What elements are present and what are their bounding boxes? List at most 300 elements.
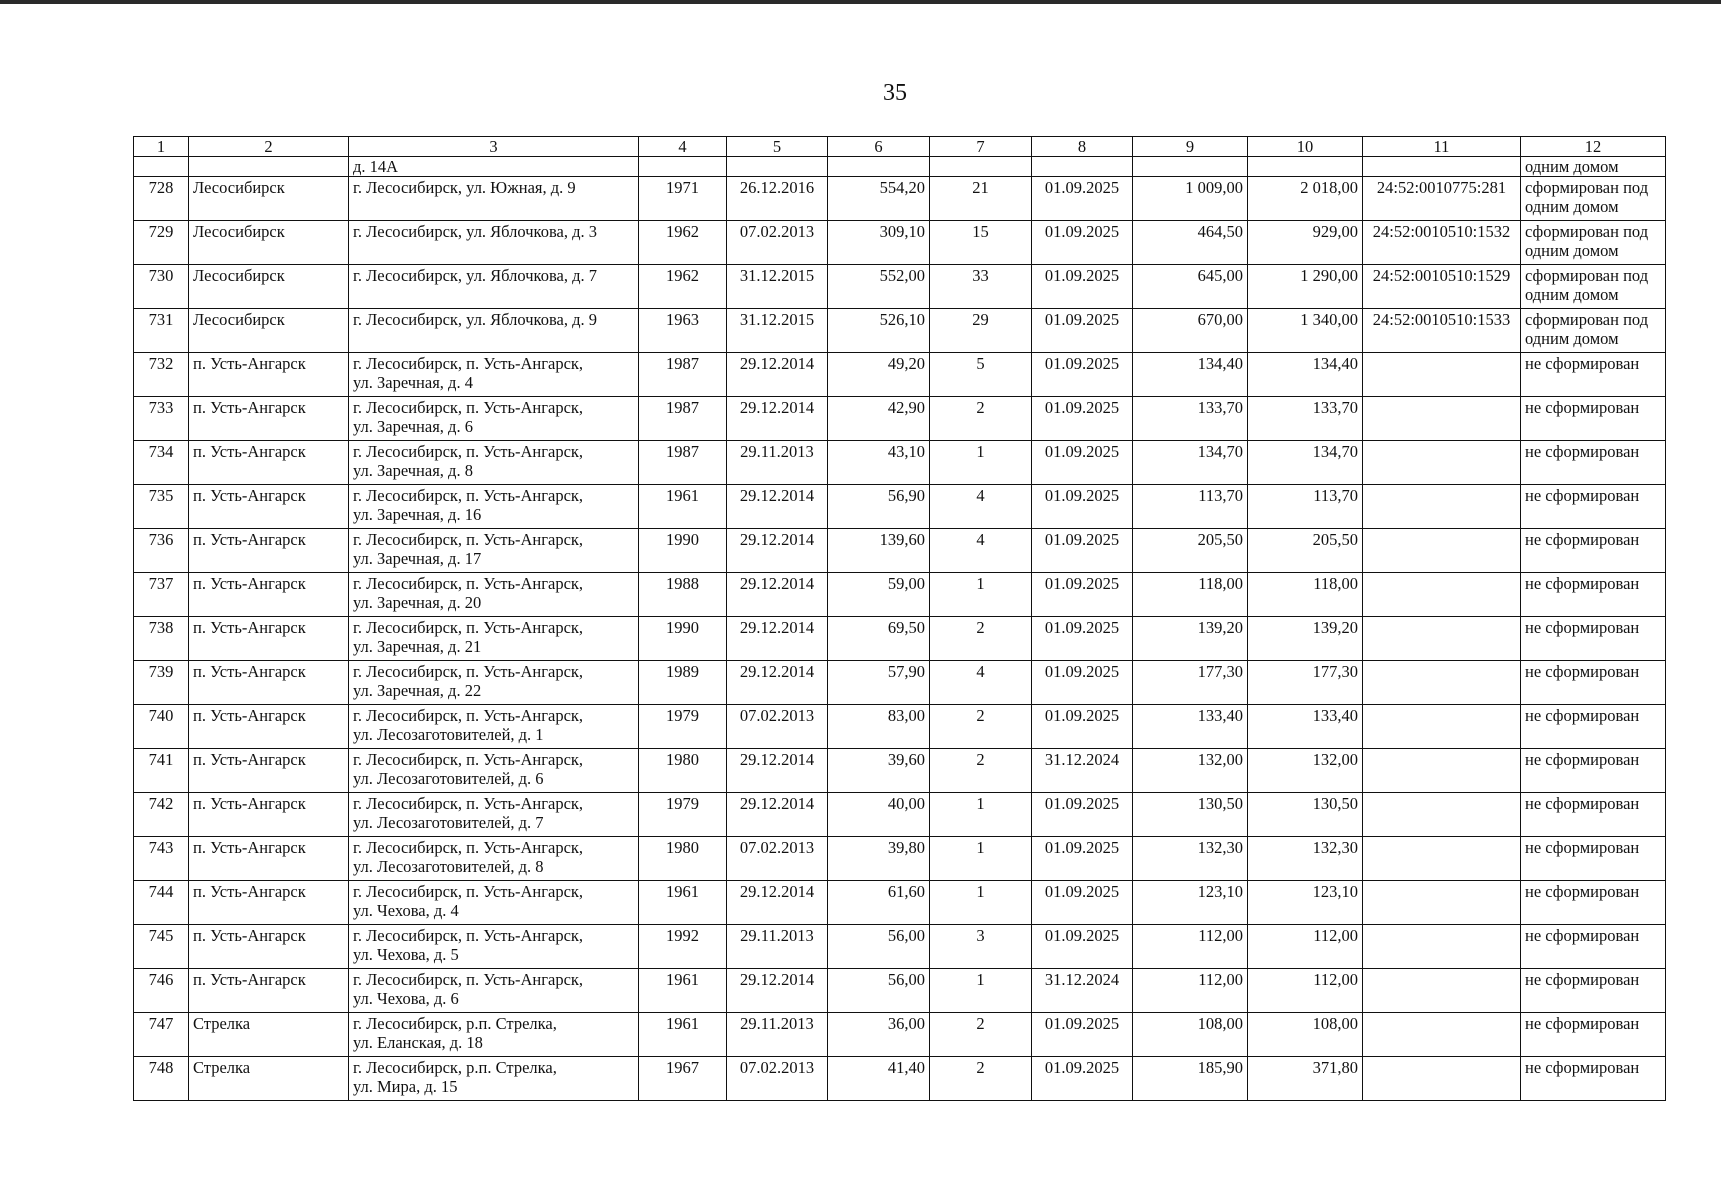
address-cell (349, 705, 639, 749)
scan-edge (0, 0, 1721, 4)
year-built-cell: 1988 (639, 573, 727, 617)
residents-cell: 33 (930, 265, 1032, 309)
settlement-cell: п. Усть-Ангарск (189, 705, 349, 749)
land-status-cell (1521, 529, 1666, 573)
deadline-cell: 01.09.2025 (1032, 661, 1133, 705)
address-cell (349, 397, 639, 441)
column-header: 3 (349, 137, 639, 157)
year-built-cell: 1961 (639, 969, 727, 1013)
year-built-cell: 1989 (639, 661, 727, 705)
deadline-cell: 01.09.2025 (1032, 793, 1133, 837)
area-cell: 69,50 (828, 617, 930, 661)
land-status-cell-line: сформирован под (1525, 266, 1649, 285)
row-number-cell: 728 (134, 177, 189, 221)
deadline-cell: 01.09.2025 (1032, 1057, 1133, 1101)
address-cell-line: ул. Чехова, д. 6 (353, 989, 459, 1008)
address-cell (349, 441, 639, 485)
address-cell-line: г. Лесосибирск, п. Усть-Ангарск, (353, 354, 584, 373)
address-cell-line: ул. Лесозаготовителей, д. 1 (353, 725, 544, 744)
address-cell-line: г. Лесосибирск, ул. Яблочкова, д. 7 (353, 266, 597, 285)
settlement-cell: Стрелка (189, 1057, 349, 1101)
column-9-cell: 670,00 (1133, 309, 1248, 353)
address-cell: д. 14А (349, 157, 639, 177)
land-status-cell (1521, 265, 1666, 309)
column-header: 1 (134, 137, 189, 157)
deadline-cell: 01.09.2025 (1032, 265, 1133, 309)
date-cell: 29.12.2014 (727, 749, 828, 793)
year-built-cell: 1961 (639, 485, 727, 529)
column-10-cell: 929,00 (1248, 221, 1363, 265)
area-cell: 43,10 (828, 441, 930, 485)
settlement-cell: Лесосибирск (189, 309, 349, 353)
address-cell-line: ул. Мира, д. 15 (353, 1077, 458, 1096)
column-10-cell: 1 290,00 (1248, 265, 1363, 309)
land-status-cell-line: не сформирован (1525, 486, 1640, 505)
area-cell: 40,00 (828, 793, 930, 837)
year-built-cell: 1990 (639, 617, 727, 661)
row-number-cell: 731 (134, 309, 189, 353)
land-status-cell (1521, 837, 1666, 881)
land-status-cell-line: не сформирован (1525, 706, 1640, 725)
address-cell-line: г. Лесосибирск, р.п. Стрелка, (353, 1058, 557, 1077)
land-status-cell (1521, 1013, 1666, 1057)
column-9-cell: 185,90 (1133, 1057, 1248, 1101)
cadastral-number-cell (1363, 837, 1521, 881)
column-9-cell: 118,00 (1133, 573, 1248, 617)
settlement-cell: п. Усть-Ангарск (189, 353, 349, 397)
address-cell-line: ул. Заречная, д. 22 (353, 681, 482, 700)
column-10-cell: 118,00 (1248, 573, 1363, 617)
address-cell-line: г. Лесосибирск, п. Усть-Ангарск, (353, 750, 584, 769)
address-cell-line: г. Лесосибирск, п. Усть-Ангарск, (353, 486, 584, 505)
address-cell (349, 1013, 639, 1057)
table-row (134, 837, 1666, 881)
row-number-cell: 743 (134, 837, 189, 881)
address-cell-line: ул. Еланская, д. 18 (353, 1033, 483, 1052)
cadastral-number-cell (1363, 1013, 1521, 1057)
date-cell: 31.12.2015 (727, 309, 828, 353)
row-number-cell: 745 (134, 925, 189, 969)
address-cell (349, 309, 639, 353)
cadastral-number-cell (1363, 441, 1521, 485)
cadastral-number-cell (1363, 397, 1521, 441)
residents-cell: 2 (930, 705, 1032, 749)
area-cell: 57,90 (828, 661, 930, 705)
row-number-cell: 746 (134, 969, 189, 1013)
row-number-cell: 738 (134, 617, 189, 661)
land-status-cell-line: не сформирован (1525, 838, 1640, 857)
land-status-cell-line: не сформирован (1525, 1058, 1640, 1077)
address-cell-line: г. Лесосибирск, п. Усть-Ангарск, (353, 398, 584, 417)
address-cell-line: ул. Заречная, д. 8 (353, 461, 473, 480)
date-cell: 29.11.2013 (727, 1013, 828, 1057)
land-status-cell-line: одним домом (1525, 285, 1619, 304)
residents-cell: 2 (930, 749, 1032, 793)
year-built-cell: 1963 (639, 309, 727, 353)
cadastral-number-cell (1363, 925, 1521, 969)
deadline-cell: 31.12.2024 (1032, 969, 1133, 1013)
column-header: 9 (1133, 137, 1248, 157)
address-cell-line: г. Лесосибирск, п. Усть-Ангарск, (353, 530, 584, 549)
column-10-cell: 132,30 (1248, 837, 1363, 881)
column-9-cell: 113,70 (1133, 485, 1248, 529)
land-status-cell-line: не сформирован (1525, 750, 1640, 769)
settlement-cell: п. Усть-Ангарск (189, 837, 349, 881)
status-cell: одним домом (1521, 157, 1666, 177)
settlement-cell: п. Усть-Ангарск (189, 573, 349, 617)
land-status-cell (1521, 881, 1666, 925)
row-number-cell: 730 (134, 265, 189, 309)
column-9-cell: 645,00 (1133, 265, 1248, 309)
address-cell-line: г. Лесосибирск, п. Усть-Ангарск, (353, 574, 584, 593)
cadastral-number-cell: 24:52:0010510:1529 (1363, 265, 1521, 309)
column-9-cell: 123,10 (1133, 881, 1248, 925)
table-row (134, 793, 1666, 837)
address-cell (349, 925, 639, 969)
land-status-cell-line: сформирован под (1525, 222, 1649, 241)
column-10-cell: 132,00 (1248, 749, 1363, 793)
area-cell: 139,60 (828, 529, 930, 573)
address-cell (349, 881, 639, 925)
address-cell-line: г. Лесосибирск, ул. Яблочкова, д. 9 (353, 310, 597, 329)
cadastral-number-cell (1363, 617, 1521, 661)
residents-cell: 4 (930, 485, 1032, 529)
deadline-cell: 01.09.2025 (1032, 1013, 1133, 1057)
year-built-cell: 1961 (639, 881, 727, 925)
column-10-cell: 134,70 (1248, 441, 1363, 485)
table-row (134, 397, 1666, 441)
residents-cell: 5 (930, 353, 1032, 397)
column-10-cell: 205,50 (1248, 529, 1363, 573)
land-status-cell-line: не сформирован (1525, 574, 1640, 593)
address-cell-line: ул. Лесозаготовителей, д. 6 (353, 769, 544, 788)
year-built-cell: 1987 (639, 353, 727, 397)
area-cell: 56,90 (828, 485, 930, 529)
column-9-cell: 133,70 (1133, 397, 1248, 441)
date-cell: 07.02.2013 (727, 837, 828, 881)
address-cell-line: ул. Чехова, д. 5 (353, 945, 459, 964)
date-cell: 29.12.2014 (727, 881, 828, 925)
row-number-cell: 748 (134, 1057, 189, 1101)
column-9-cell: 134,40 (1133, 353, 1248, 397)
cadastral-number-cell (1363, 573, 1521, 617)
address-cell (349, 529, 639, 573)
table-row (134, 617, 1666, 661)
land-status-cell-line: не сформирован (1525, 398, 1640, 417)
column-header: 6 (828, 137, 930, 157)
deadline-cell: 01.09.2025 (1032, 617, 1133, 661)
address-cell-line: г. Лесосибирск, п. Усть-Ангарск, (353, 618, 584, 637)
residents-cell: 1 (930, 881, 1032, 925)
address-cell-line: ул. Заречная, д. 21 (353, 637, 482, 656)
residents-cell: 1 (930, 573, 1032, 617)
settlement-cell: Лесосибирск (189, 221, 349, 265)
cadastral-number-cell (1363, 661, 1521, 705)
row-number-cell: 729 (134, 221, 189, 265)
address-cell (349, 221, 639, 265)
settlement-cell: п. Усть-Ангарск (189, 441, 349, 485)
area-cell: 526,10 (828, 309, 930, 353)
date-cell: 31.12.2015 (727, 265, 828, 309)
row-number-cell: 733 (134, 397, 189, 441)
residents-cell: 2 (930, 1057, 1032, 1101)
address-cell-line: ул. Заречная, д. 16 (353, 505, 482, 524)
address-cell (349, 749, 639, 793)
column-10-cell: 130,50 (1248, 793, 1363, 837)
land-status-cell-line: одним домом (1525, 329, 1619, 348)
land-status-cell (1521, 353, 1666, 397)
column-10-cell: 1 340,00 (1248, 309, 1363, 353)
address-cell-line: ул. Заречная, д. 6 (353, 417, 473, 436)
table-row (134, 485, 1666, 529)
settlement-cell: п. Усть-Ангарск (189, 661, 349, 705)
residents-cell: 1 (930, 793, 1032, 837)
area-cell: 552,00 (828, 265, 930, 309)
column-header: 2 (189, 137, 349, 157)
column-9-cell: 464,50 (1133, 221, 1248, 265)
column-9-cell: 132,30 (1133, 837, 1248, 881)
year-built-cell: 1979 (639, 705, 727, 749)
column-9-cell: 205,50 (1133, 529, 1248, 573)
address-cell (349, 573, 639, 617)
residents-cell: 15 (930, 221, 1032, 265)
column-9-cell: 139,20 (1133, 617, 1248, 661)
address-cell-line: г. Лесосибирск, п. Усть-Ангарск, (353, 970, 584, 989)
table-row (134, 1013, 1666, 1057)
address-cell-line: ул. Чехова, д. 4 (353, 901, 459, 920)
deadline-cell: 01.09.2025 (1032, 441, 1133, 485)
address-cell (349, 1057, 639, 1101)
row-number-cell: 736 (134, 529, 189, 573)
column-10-cell: 112,00 (1248, 969, 1363, 1013)
land-status-cell (1521, 177, 1666, 221)
table-row (134, 705, 1666, 749)
address-cell (349, 661, 639, 705)
year-built-cell: 1971 (639, 177, 727, 221)
column-10-cell: 108,00 (1248, 1013, 1363, 1057)
date-cell: 29.12.2014 (727, 573, 828, 617)
column-9-cell: 1 009,00 (1133, 177, 1248, 221)
land-status-cell (1521, 397, 1666, 441)
residents-cell: 29 (930, 309, 1032, 353)
address-cell (349, 485, 639, 529)
address-cell (349, 837, 639, 881)
row-number-cell: 744 (134, 881, 189, 925)
year-built-cell: 1962 (639, 265, 727, 309)
land-status-cell (1521, 441, 1666, 485)
column-9-cell: 132,00 (1133, 749, 1248, 793)
date-cell: 29.12.2014 (727, 793, 828, 837)
column-header: 10 (1248, 137, 1363, 157)
cadastral-number-cell (1363, 353, 1521, 397)
land-status-cell-line: сформирован под (1525, 178, 1649, 197)
settlement-cell: п. Усть-Ангарск (189, 749, 349, 793)
row-number-cell: 742 (134, 793, 189, 837)
address-cell (349, 617, 639, 661)
land-status-cell (1521, 925, 1666, 969)
column-10-cell: 133,40 (1248, 705, 1363, 749)
address-cell-line: ул. Заречная, д. 17 (353, 549, 482, 568)
residents-cell: 1 (930, 969, 1032, 1013)
year-built-cell: 1979 (639, 793, 727, 837)
table-row (134, 265, 1666, 309)
year-built-cell: 1992 (639, 925, 727, 969)
address-cell-line: ул. Заречная, д. 20 (353, 593, 482, 612)
column-header: 12 (1521, 137, 1666, 157)
column-10-cell: 371,80 (1248, 1057, 1363, 1101)
column-header: 8 (1032, 137, 1133, 157)
settlement-cell: Лесосибирск (189, 177, 349, 221)
cadastral-number-cell: 24:52:0010775:281 (1363, 177, 1521, 221)
address-cell-line: г. Лесосибирск, р.п. Стрелка, (353, 1014, 557, 1033)
area-cell: 61,60 (828, 881, 930, 925)
column-10-cell: 177,30 (1248, 661, 1363, 705)
address-cell-line: г. Лесосибирск, ул. Яблочкова, д. 3 (353, 222, 597, 241)
address-cell (349, 793, 639, 837)
deadline-cell: 01.09.2025 (1032, 309, 1133, 353)
area-cell: 83,00 (828, 705, 930, 749)
cadastral-number-cell (1363, 485, 1521, 529)
date-cell: 29.12.2014 (727, 617, 828, 661)
column-9-cell: 112,00 (1133, 969, 1248, 1013)
row-number-cell: 739 (134, 661, 189, 705)
continuation-row (134, 157, 1666, 177)
address-cell (349, 177, 639, 221)
area-cell: 56,00 (828, 925, 930, 969)
cadastral-number-cell (1363, 705, 1521, 749)
residents-cell: 2 (930, 1013, 1032, 1057)
residents-cell: 1 (930, 441, 1032, 485)
date-cell: 29.11.2013 (727, 925, 828, 969)
date-cell: 07.02.2013 (727, 221, 828, 265)
land-status-cell-line: не сформирован (1525, 970, 1640, 989)
column-10-cell: 134,40 (1248, 353, 1363, 397)
address-cell-line: ул. Заречная, д. 4 (353, 373, 473, 392)
column-header: 11 (1363, 137, 1521, 157)
land-status-cell (1521, 705, 1666, 749)
address-cell-line: ул. Лесозаготовителей, д. 7 (353, 813, 544, 832)
settlement-cell: п. Усть-Ангарск (189, 881, 349, 925)
year-built-cell: 1990 (639, 529, 727, 573)
deadline-cell: 01.09.2025 (1032, 705, 1133, 749)
address-cell (349, 353, 639, 397)
cadastral-number-cell: 24:52:0010510:1533 (1363, 309, 1521, 353)
row-number-cell: 741 (134, 749, 189, 793)
cadastral-number-cell (1363, 529, 1521, 573)
column-9-cell: 112,00 (1133, 925, 1248, 969)
area-cell: 554,20 (828, 177, 930, 221)
column-9-cell: 130,50 (1133, 793, 1248, 837)
year-built-cell: 1962 (639, 221, 727, 265)
address-cell-line: г. Лесосибирск, п. Усть-Ангарск, (353, 442, 584, 461)
address-cell-line: г. Лесосибирск, п. Усть-Ангарск, (353, 794, 584, 813)
column-10-cell: 2 018,00 (1248, 177, 1363, 221)
date-cell: 29.12.2014 (727, 397, 828, 441)
date-cell: 29.12.2014 (727, 353, 828, 397)
row-number-cell: 737 (134, 573, 189, 617)
row-number-cell: 740 (134, 705, 189, 749)
year-built-cell: 1980 (639, 749, 727, 793)
residents-cell: 2 (930, 397, 1032, 441)
row-number-cell: 735 (134, 485, 189, 529)
deadline-cell: 01.09.2025 (1032, 881, 1133, 925)
date-cell: 07.02.2013 (727, 1057, 828, 1101)
table-row (134, 661, 1666, 705)
land-status-cell-line: одним домом (1525, 241, 1619, 260)
area-cell: 309,10 (828, 221, 930, 265)
column-number-row (134, 137, 1666, 157)
table-row (134, 529, 1666, 573)
deadline-cell: 01.09.2025 (1032, 529, 1133, 573)
area-cell: 59,00 (828, 573, 930, 617)
land-status-cell-line: не сформирован (1525, 662, 1640, 681)
residents-cell: 2 (930, 617, 1032, 661)
deadline-cell: 01.09.2025 (1032, 837, 1133, 881)
year-built-cell: 1961 (639, 1013, 727, 1057)
land-status-cell-line: не сформирован (1525, 354, 1640, 373)
date-cell: 29.12.2014 (727, 485, 828, 529)
deadline-cell: 01.09.2025 (1032, 573, 1133, 617)
settlement-cell: Стрелка (189, 1013, 349, 1057)
housing-registry-table (133, 136, 1666, 1101)
deadline-cell: 01.09.2025 (1032, 221, 1133, 265)
date-cell: 29.12.2014 (727, 529, 828, 573)
land-status-cell-line: не сформирован (1525, 794, 1640, 813)
settlement-cell: Лесосибирск (189, 265, 349, 309)
year-built-cell: 1987 (639, 397, 727, 441)
settlement-cell: п. Усть-Ангарск (189, 485, 349, 529)
date-cell: 29.12.2014 (727, 969, 828, 1013)
land-status-cell-line: не сформирован (1525, 1014, 1640, 1033)
area-cell: 41,40 (828, 1057, 930, 1101)
land-status-cell (1521, 573, 1666, 617)
cadastral-number-cell (1363, 1057, 1521, 1101)
row-number-cell: 732 (134, 353, 189, 397)
land-status-cell (1521, 969, 1666, 1013)
land-status-cell-line: сформирован под (1525, 310, 1649, 329)
residents-cell: 4 (930, 661, 1032, 705)
table-row (134, 881, 1666, 925)
row-number-cell: 734 (134, 441, 189, 485)
address-cell-line: г. Лесосибирск, п. Усть-Ангарск, (353, 706, 584, 725)
area-cell: 42,90 (828, 397, 930, 441)
area-cell: 36,00 (828, 1013, 930, 1057)
year-built-cell: 1980 (639, 837, 727, 881)
row-number-cell: 747 (134, 1013, 189, 1057)
cadastral-number-cell: 24:52:0010510:1532 (1363, 221, 1521, 265)
column-9-cell: 133,40 (1133, 705, 1248, 749)
deadline-cell: 01.09.2025 (1032, 353, 1133, 397)
date-cell: 29.11.2013 (727, 441, 828, 485)
column-header: 5 (727, 137, 828, 157)
area-cell: 39,80 (828, 837, 930, 881)
address-cell (349, 265, 639, 309)
column-10-cell: 113,70 (1248, 485, 1363, 529)
table-row (134, 309, 1666, 353)
area-cell: 56,00 (828, 969, 930, 1013)
settlement-cell: п. Усть-Ангарск (189, 969, 349, 1013)
address-cell-line: г. Лесосибирск, п. Усть-Ангарск, (353, 838, 584, 857)
deadline-cell: 01.09.2025 (1032, 485, 1133, 529)
column-10-cell: 133,70 (1248, 397, 1363, 441)
column-9-cell: 134,70 (1133, 441, 1248, 485)
land-status-cell-line: не сформирован (1525, 926, 1640, 945)
settlement-cell: п. Усть-Ангарск (189, 529, 349, 573)
cadastral-number-cell (1363, 749, 1521, 793)
land-status-cell (1521, 661, 1666, 705)
settlement-cell: п. Усть-Ангарск (189, 397, 349, 441)
date-cell: 29.12.2014 (727, 661, 828, 705)
